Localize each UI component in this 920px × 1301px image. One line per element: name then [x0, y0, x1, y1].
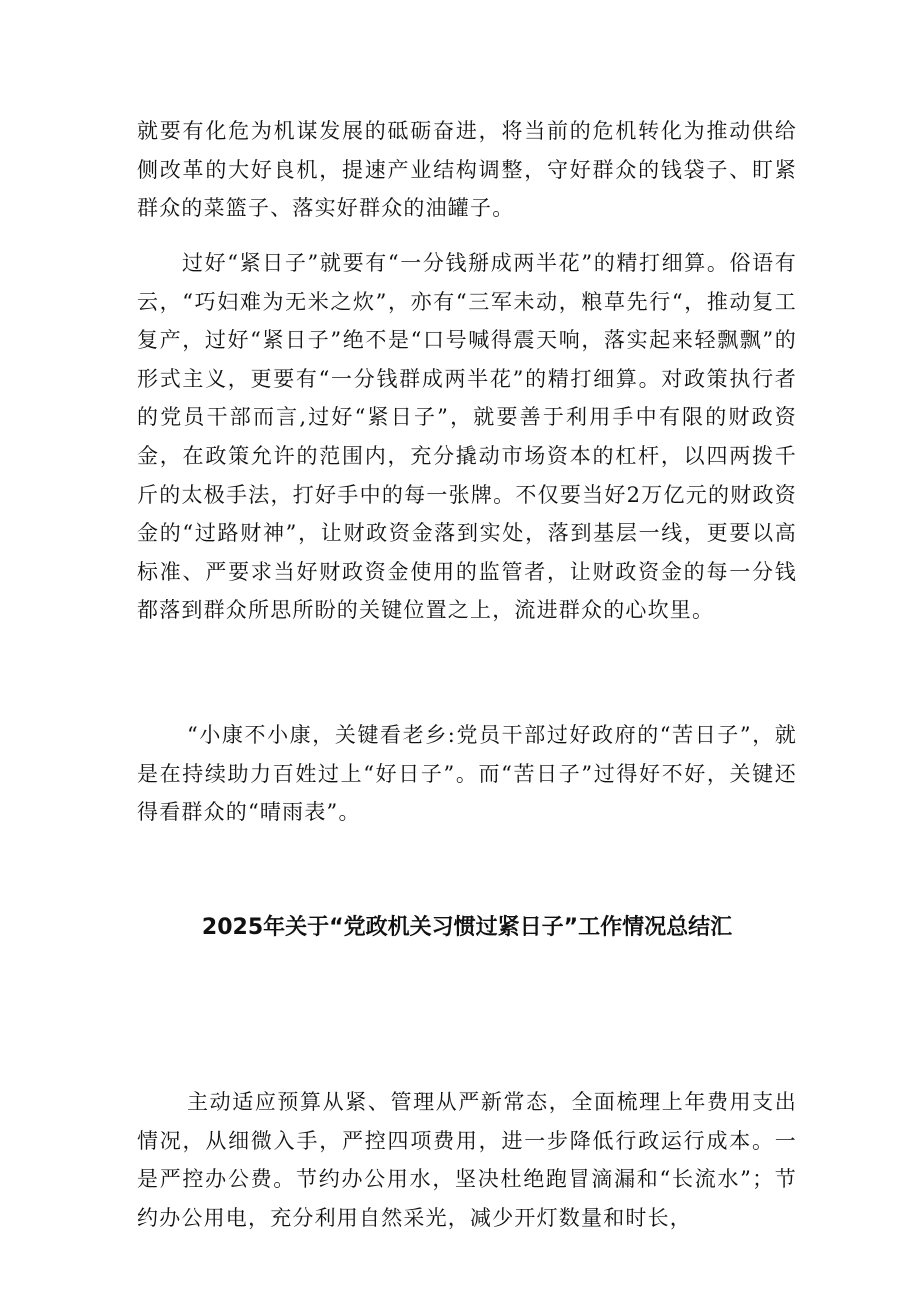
paragraph-1: 就要有化危为机谋发展的砥砺奋进，将当前的危机转化为推动供给侧改革的大好良机，提速产业结构调整，守好群众的钱袋子、盯紧群众的菜篮子、落实好群众的油罐子。	[137, 119, 797, 221]
section-paragraph: 主动适应预算从紧、管理从严新常态，全面梳理上年费用支出情况，从细微入手，严控四项费用，进一步降低行政运行成本。一是严控办公费。节约办公用水，坚决杜绝跑冒滴漏和“长流水”；节约办公用电，充分利用自然采光，减少开灯数量和时长，	[137, 1090, 797, 1230]
paragraph-2: 过好“紧日子”就要有“一分钱掰成两半花”的精打细算。俗语有云，“巧妇难为无米之炊”，亦有“三军未动，粮草先行“，推动复工复产，过好“紧日子”绝不是“口号喊得震天响，落实起来轻飘飘”的形式主义，更要有“一分钱群成两半花”的精打细算。对政策执行者的党员干部而言,过好“紧日子”，就要善于利用手中有限的财政资金，在政策允许的范围内，充分撬动市场资本的杠杆，以四两拨千斤的太极手法，打好手中的每一张牌。不仅要当好2万亿元的财政资金的“过路财神”，让财政资金落到实处，落到基层一线，更要以高标准、严要求当好财政资金使用的监管者，让财政资金的每一分钱都落到群众所思所盼的关键位置之上，流进群众的心坎里。	[137, 251, 797, 623]
paragraph-3: “小康不小康，关键看老乡:党员干部过好政府的“苦日子”，就是在持续助力百姓过上“好日子”。而“苦日子”过得好不好，关键还得看群众的“晴雨表”。	[137, 723, 797, 825]
section-heading: 2025年关于“党政机关习惯过紧日子”工作情况总结汇	[201, 915, 733, 940]
